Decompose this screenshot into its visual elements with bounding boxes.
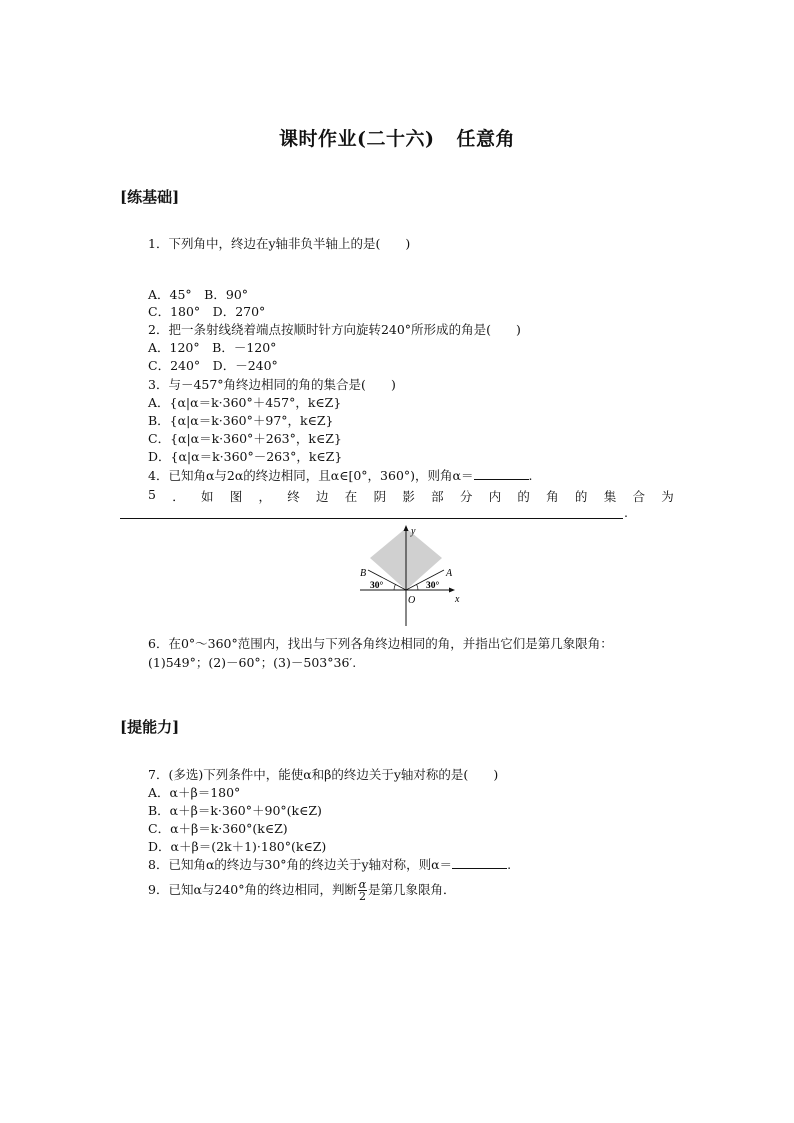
angle-label-right: 30° bbox=[426, 581, 440, 591]
q4-line bbox=[148, 467, 532, 484]
q5-char: 内 bbox=[488, 489, 502, 504]
q5-char: 集 bbox=[603, 489, 617, 504]
section-basic: [练基础] bbox=[120, 188, 180, 206]
q5-char: ， bbox=[258, 489, 272, 504]
q5-stem bbox=[148, 487, 674, 505]
section-advanced: [提能力] bbox=[120, 718, 180, 736]
q5-char: 如 bbox=[200, 489, 214, 504]
q4-answer-blank bbox=[474, 467, 529, 480]
q5-char: 为 bbox=[661, 489, 674, 504]
angle-label-left: 30° bbox=[370, 581, 384, 591]
q5-char: 在 bbox=[344, 489, 358, 504]
q2-options-ab: A．120° B．－120° bbox=[148, 340, 277, 355]
y-axis-arrow bbox=[404, 525, 409, 531]
q6-parts: (1)549°；(2)－60°；(3)－503°36′. bbox=[148, 655, 357, 670]
q1-options-cd: C．180° D．270° bbox=[148, 304, 266, 319]
q7-option-d: D．α＋β＝(2k＋1)·180°(k∈Z) bbox=[148, 839, 327, 854]
q5-char: 图 bbox=[229, 489, 243, 504]
q2-stem: 2．把一条射线绕着端点按顺时针方向旋转240°所形成的角是( ) bbox=[148, 322, 521, 337]
q9-post: 是第几象限角． bbox=[368, 882, 456, 897]
q5-char: 的 bbox=[517, 489, 530, 504]
q8-stem: 8．已知角α的终边与30°角的终边关于y轴对称，则α＝ bbox=[148, 857, 453, 872]
q5-char: 终 bbox=[287, 489, 300, 504]
q7-option-b: B．α＋β＝k·360°＋90°(k∈Z) bbox=[148, 803, 322, 818]
q1-options-ab: A．45° B．90° bbox=[148, 287, 249, 302]
q5-char: 边 bbox=[316, 489, 329, 504]
angle-arc-left bbox=[394, 584, 395, 590]
q5-char: 影 bbox=[402, 489, 415, 504]
q5-char: 合 bbox=[632, 489, 645, 504]
q5-char: 的 bbox=[574, 489, 588, 504]
label-o: O bbox=[408, 595, 416, 606]
label-b: B bbox=[360, 568, 367, 579]
q5-char: 部 bbox=[431, 489, 444, 504]
q5-char: ． bbox=[172, 489, 185, 504]
q8-line bbox=[148, 856, 511, 873]
q7-option-a: A．α＋β＝180° bbox=[148, 785, 241, 800]
page-title bbox=[0, 124, 794, 151]
q3-option-c: C．{α|α＝k·360°＋263°，k∈Z} bbox=[148, 431, 342, 446]
q3-option-a: A．{α|α＝k·360°＋457°，k∈Z} bbox=[148, 395, 342, 410]
q7-option-c: C．α＋β＝k·360°(k∈Z) bbox=[148, 821, 288, 836]
label-y: y bbox=[411, 526, 416, 537]
angle-figure bbox=[355, 522, 465, 630]
label-x: x bbox=[455, 594, 460, 605]
q8-end: . bbox=[507, 857, 512, 872]
q4-stem: 4．已知角α与2α的终边相同，且α∈[0°，360°)，则角α＝ bbox=[148, 468, 474, 483]
q2-options-cd: C．240° D．－240° bbox=[148, 358, 278, 373]
fraction-numerator: α bbox=[358, 878, 367, 891]
q5-char: 5 bbox=[148, 487, 156, 502]
title-main: 课时作业(二十六) bbox=[279, 128, 435, 150]
q9-pre: 9．已知α与240°角的终边相同，判断 bbox=[148, 882, 358, 897]
q5-char: 分 bbox=[459, 489, 473, 504]
x-axis-arrow bbox=[449, 588, 455, 593]
q3-option-d: D．{α|α＝k·360°－263°，k∈Z} bbox=[148, 449, 343, 464]
alpha-over-two-fraction bbox=[358, 879, 367, 902]
q4-end: . bbox=[528, 468, 533, 483]
q3-stem: 3．与－457°角终边相同的角的集合是( ) bbox=[148, 377, 396, 392]
q1-stem: 1．下列角中，终边在y轴非负半轴上的是( ) bbox=[148, 236, 411, 251]
q6-stem: 6．在0°～360°范围内，找出与下列各角终边相同的角，并指出它们是第几象限角： bbox=[148, 636, 613, 651]
q9-line bbox=[148, 878, 456, 902]
q3-option-b: B．{α|α＝k·360°＋97°，k∈Z} bbox=[148, 413, 334, 428]
angle-arc-right bbox=[417, 584, 418, 590]
q8-answer-blank bbox=[452, 856, 507, 869]
q5-char: 角 bbox=[546, 489, 559, 504]
title-sub: 任意角 bbox=[456, 128, 515, 150]
q5-end: . bbox=[624, 505, 628, 520]
q7-stem: 7．(多选)下列条件中，能使α和β的终边关于y轴对称的是( ) bbox=[148, 767, 499, 782]
label-a: A bbox=[446, 568, 453, 579]
q5-char: 阴 bbox=[373, 489, 387, 504]
q5-answer-blank bbox=[120, 518, 623, 519]
fraction-denominator: 2 bbox=[359, 890, 367, 903]
